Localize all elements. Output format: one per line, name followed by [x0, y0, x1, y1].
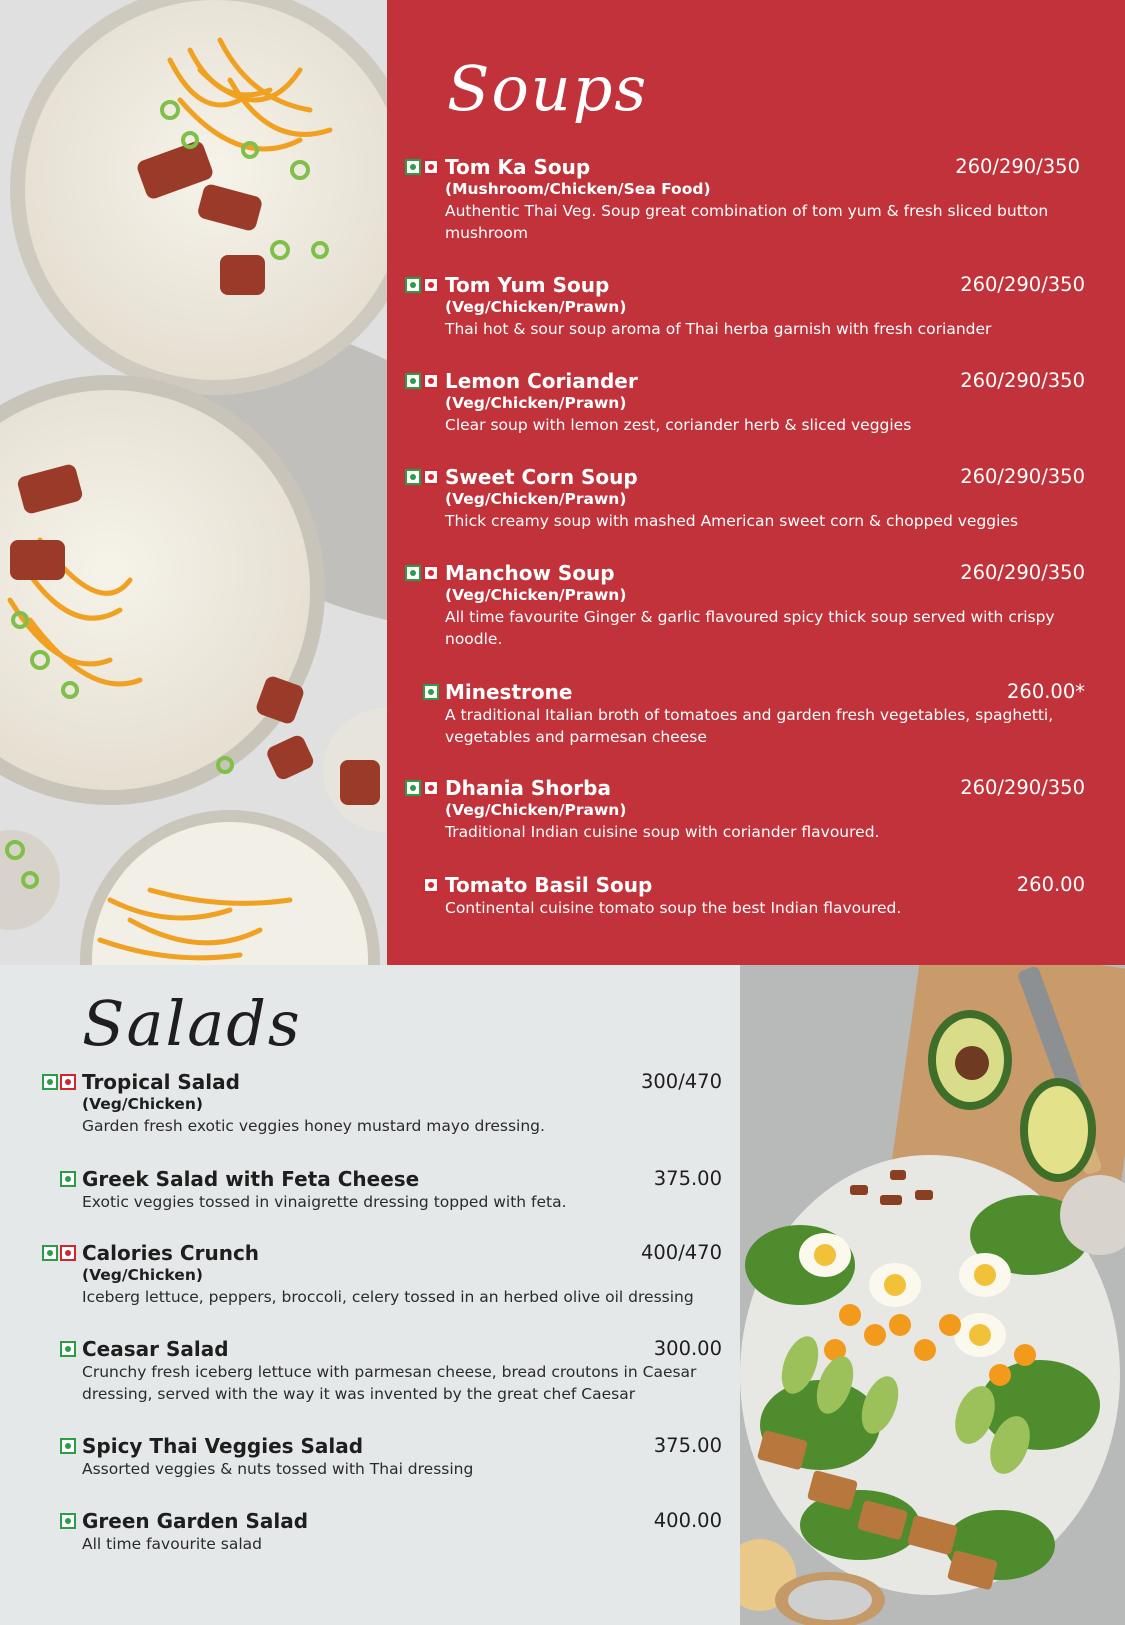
soup-photo [0, 0, 387, 965]
nonveg-icon [423, 373, 439, 389]
veg-icon [405, 565, 421, 581]
veg-icon [405, 159, 421, 175]
veg-marks [42, 1513, 78, 1529]
veg-nonveg-marks [405, 373, 441, 389]
item-name: Ceasar Salad [82, 1337, 229, 1361]
veg-nonveg-marks [405, 159, 441, 175]
veg-icon [42, 1245, 58, 1261]
menu-item [82, 1509, 722, 1555]
item-variant: (Veg/Chicken/Prawn) [445, 586, 627, 604]
veg-icon [405, 780, 421, 796]
item-description: Assorted veggies & nuts tossed with Thai dressing [82, 1460, 474, 1478]
menu-item [82, 1167, 722, 1213]
nonveg-icon [423, 159, 439, 175]
item-description: Iceberg lettuce, peppers, broccoli, celery tossed in an herbed olive oil dressing [82, 1288, 694, 1306]
item-name: Tomato Basil Soup [445, 873, 653, 897]
item-variant: (Veg/Chicken) [82, 1266, 203, 1284]
menu-item [445, 776, 1085, 843]
menu-item [445, 561, 1085, 650]
nonveg-marks [405, 877, 441, 893]
item-name: Lemon Coriander [445, 369, 638, 393]
item-price: 260/290/350 [960, 273, 1085, 296]
menu-item [82, 1337, 722, 1405]
soups-title: Soups [447, 52, 649, 125]
item-name: Tom Ka Soup [445, 155, 591, 179]
menu-item [82, 1434, 722, 1480]
nonveg-icon [423, 469, 439, 485]
item-description: Thick creamy soup with mashed American sweet corn & chopped veggies [445, 512, 1019, 530]
item-variant: (Veg/Chicken/Prawn) [445, 394, 627, 412]
veg-nonveg-marks [42, 1074, 78, 1090]
item-price: 260/290/350 [960, 776, 1085, 799]
item-name: Tom Yum Soup [445, 273, 610, 297]
item-description: Continental cuisine tomato soup the best Indian flavoured. [445, 899, 902, 917]
item-description: Exotic veggies tossed in vinaigrette dressing topped with feta. [82, 1193, 567, 1211]
item-description: Traditional Indian cuisine soup with coriander flavoured. [445, 823, 880, 841]
salad-photo [740, 965, 1125, 1625]
veg-icon [60, 1341, 76, 1357]
item-name: Sweet Corn Soup [445, 465, 638, 489]
item-name: Dhania Shorba [445, 776, 611, 800]
menu-item [445, 873, 1085, 919]
item-name: Green Garden Salad [82, 1509, 309, 1533]
item-description: Authentic Thai Veg. Soup great combination of tom yum & fresh sliced button mushroom [445, 202, 1049, 242]
soups-panel [387, 0, 1125, 965]
menu-item [445, 155, 1085, 244]
veg-icon [60, 1513, 76, 1529]
menu-item [445, 273, 1085, 340]
item-description: A traditional Italian broth of tomatoes and garden fresh vegetables, spaghetti, vegetables and parmesan cheese [445, 706, 1054, 746]
veg-icon [60, 1438, 76, 1454]
item-variant: (Veg/Chicken) [82, 1095, 203, 1113]
item-variant: (Veg/Chicken/Prawn) [445, 490, 627, 508]
veg-icon [60, 1171, 76, 1187]
item-price: 260.00 [1016, 873, 1085, 896]
item-name: Tropical Salad [82, 1070, 240, 1094]
veg-marks [42, 1171, 78, 1187]
item-price: 260/290/350 [960, 369, 1085, 392]
menu-item [445, 465, 1085, 532]
veg-icon [405, 469, 421, 485]
veg-icon [423, 684, 439, 700]
item-price: 260.00* [1007, 680, 1085, 703]
veg-nonveg-marks [405, 277, 441, 293]
nonveg-icon [60, 1074, 76, 1090]
menu-item [82, 1241, 722, 1308]
item-price: 260/290/350 [960, 561, 1085, 584]
salad-platter-image [740, 965, 1125, 1625]
menu-item [445, 369, 1085, 436]
item-price: 375.00 [653, 1167, 722, 1190]
item-name: Calories Crunch [82, 1241, 260, 1265]
nonveg-icon [423, 565, 439, 581]
item-description: All time favourite salad [82, 1535, 262, 1553]
item-price: 260/290/350 [955, 155, 1080, 178]
item-name: Manchow Soup [445, 561, 615, 585]
item-description: All time favourite Ginger & garlic flavoured spicy thick soup served with crispy noodle. [445, 608, 1055, 648]
item-name: Spicy Thai Veggies Salad [82, 1434, 364, 1458]
item-description: Garden fresh exotic veggies honey mustard mayo dressing. [82, 1117, 545, 1135]
veg-icon [405, 277, 421, 293]
item-price: 300/470 [640, 1070, 722, 1093]
item-variant: (Veg/Chicken/Prawn) [445, 801, 627, 819]
item-price: 260/290/350 [960, 465, 1085, 488]
soup-bowls-image [0, 0, 387, 965]
item-variant: (Mushroom/Chicken/Sea Food) [445, 180, 711, 198]
item-name: Greek Salad with Feta Cheese [82, 1167, 420, 1191]
salads-title: Salads [82, 987, 302, 1060]
item-name: Minestrone [445, 680, 573, 704]
item-description: Thai hot & sour soup aroma of Thai herba garnish with fresh coriander [445, 320, 992, 338]
nonveg-icon [423, 780, 439, 796]
item-price: 400.00 [653, 1509, 722, 1532]
veg-icon [42, 1074, 58, 1090]
salads-panel [0, 965, 740, 1625]
veg-icon [405, 373, 421, 389]
nonveg-icon [423, 277, 439, 293]
veg-nonveg-marks [405, 780, 441, 796]
veg-marks [405, 684, 441, 700]
item-description: Clear soup with lemon zest, coriander herb & sliced veggies [445, 416, 912, 434]
item-variant: (Veg/Chicken/Prawn) [445, 298, 627, 316]
menu-item [82, 1070, 722, 1137]
item-description: Crunchy fresh iceberg lettuce with parmesan cheese, bread croutons in Caesar dressing, served with the way it was invented by the great chef Caesar [82, 1363, 697, 1403]
veg-nonveg-marks [405, 469, 441, 485]
nonveg-icon [423, 877, 439, 893]
item-price: 300.00 [653, 1337, 722, 1360]
menu-item [445, 680, 1085, 748]
item-price: 400/470 [640, 1241, 722, 1264]
veg-marks [42, 1438, 78, 1454]
item-price: 375.00 [653, 1434, 722, 1457]
veg-nonveg-marks [405, 565, 441, 581]
veg-marks [42, 1341, 78, 1357]
nonveg-icon [60, 1245, 76, 1261]
veg-nonveg-marks [42, 1245, 78, 1261]
